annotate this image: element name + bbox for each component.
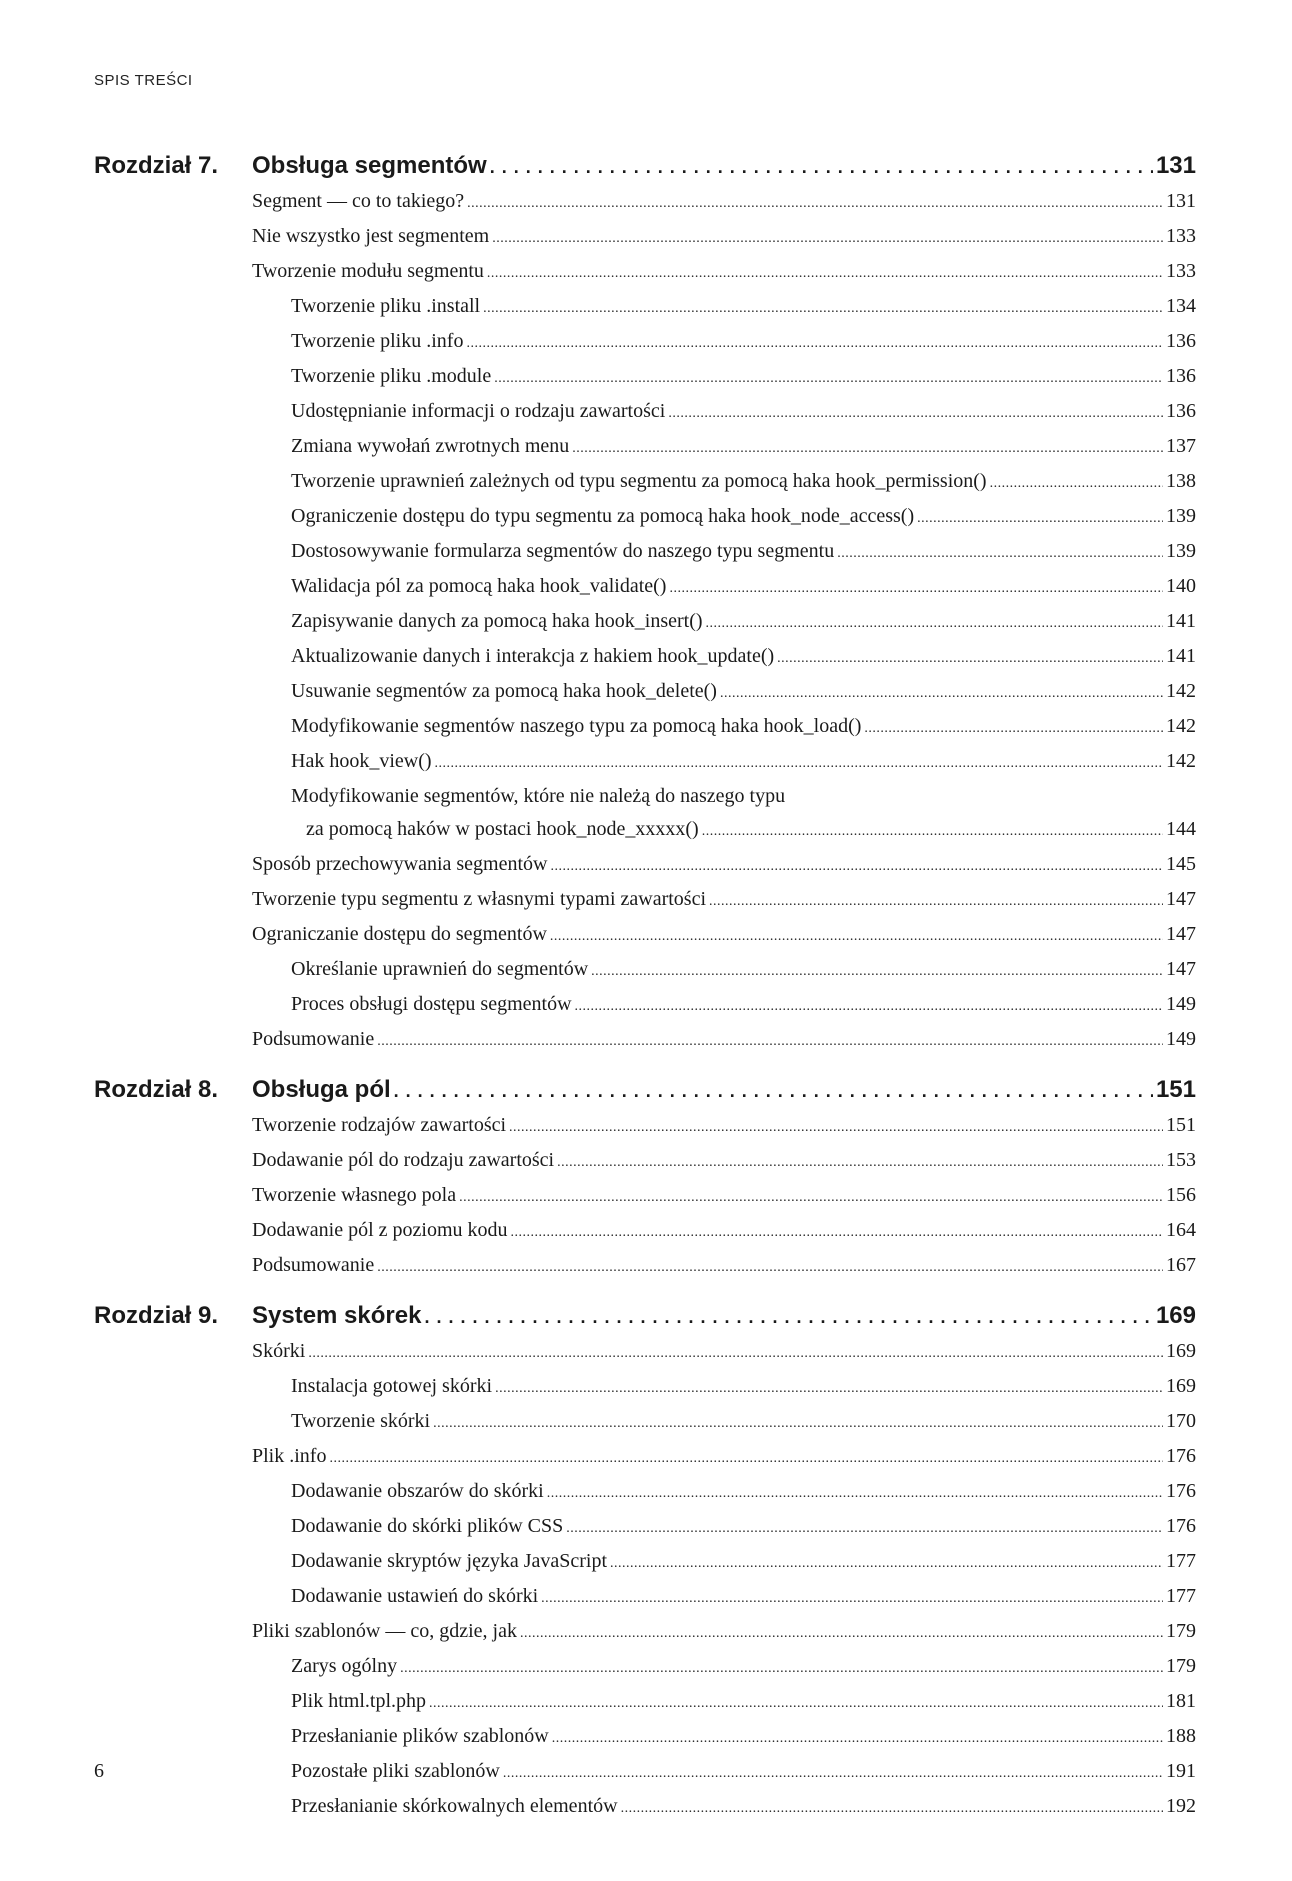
dot-leader bbox=[610, 1545, 1163, 1580]
table-of-contents bbox=[94, 148, 1196, 1839]
entry-title: Tworzenie uprawnień zależnych od typu segmentu za pomocą haka hook_permission() bbox=[291, 470, 987, 492]
entry-page-number: 156 bbox=[1166, 1184, 1196, 1206]
toc-entry[interactable] bbox=[252, 465, 1196, 500]
dot-leader bbox=[575, 988, 1163, 1023]
entry-page-number: 191 bbox=[1166, 1760, 1196, 1782]
dot-leader bbox=[494, 360, 1163, 395]
toc-entry[interactable] bbox=[252, 220, 1196, 255]
dot-leader bbox=[621, 1790, 1163, 1825]
dot-leader bbox=[487, 255, 1163, 290]
chapter-page-number: 169 bbox=[1155, 1302, 1196, 1329]
toc-entry[interactable] bbox=[252, 1440, 1196, 1475]
dot-leader bbox=[777, 640, 1163, 675]
toc-entry[interactable] bbox=[252, 255, 1196, 290]
toc-entry[interactable] bbox=[252, 430, 1196, 465]
entry-title: Dodawanie pól z poziomu kodu bbox=[252, 1219, 508, 1241]
dot-leader bbox=[503, 1755, 1163, 1790]
toc-entry[interactable] bbox=[252, 640, 1196, 675]
toc-entry[interactable] bbox=[252, 883, 1196, 918]
entry-page-number: 176 bbox=[1166, 1445, 1196, 1467]
entry-title: Określanie uprawnień do segmentów bbox=[291, 958, 589, 980]
chapter-title-entry[interactable] bbox=[252, 148, 1196, 185]
toc-entry[interactable] bbox=[252, 918, 1196, 953]
dot-leader bbox=[668, 395, 1163, 430]
entry-title: Dodawanie do skórki plików CSS bbox=[291, 1515, 564, 1537]
dot-leader bbox=[490, 148, 1153, 185]
entry-title: Plik html.tpl.php bbox=[291, 1690, 427, 1712]
entry-page-number: 192 bbox=[1166, 1795, 1196, 1817]
entry-title: Ograniczenie dostępu do typu segmentu za pomocą haka hook_node_access() bbox=[291, 505, 915, 527]
entry-title: Tworzenie pliku .module bbox=[291, 365, 492, 387]
toc-entry[interactable] bbox=[252, 1685, 1196, 1720]
chapter-page-number: 131 bbox=[1155, 152, 1196, 179]
chapter-page-number: 151 bbox=[1155, 1076, 1196, 1103]
entry-page-number: 149 bbox=[1166, 993, 1196, 1015]
entry-page-number: 131 bbox=[1166, 190, 1196, 212]
entry-page-number: 138 bbox=[1166, 470, 1196, 492]
entry-page-number: 177 bbox=[1166, 1550, 1196, 1572]
entry-page-number: 181 bbox=[1166, 1690, 1196, 1712]
entry-title: Przesłanianie plików szablonów bbox=[291, 1725, 549, 1747]
entry-page-number: 144 bbox=[1166, 818, 1196, 840]
entry-title: Nie wszystko jest segmentem bbox=[252, 225, 490, 247]
entry-page-number: 141 bbox=[1166, 645, 1196, 667]
dot-leader bbox=[709, 883, 1163, 918]
toc-entry[interactable] bbox=[252, 1370, 1196, 1405]
entry-title: Skórki bbox=[252, 1340, 306, 1362]
chapter-title-entry[interactable] bbox=[252, 1298, 1196, 1335]
toc-entry[interactable] bbox=[252, 1405, 1196, 1440]
entry-title: Aktualizowanie danych i interakcja z hakiem hook_update() bbox=[291, 645, 775, 667]
entry-title: Ograniczanie dostępu do segmentów bbox=[252, 923, 547, 945]
entry-title: Pliki szablonów — co, gdzie, jak bbox=[252, 1620, 517, 1642]
entry-title: Modyfikowanie segmentów, które nie należą do naszego typu bbox=[291, 785, 786, 807]
entry-title: Zarys ogólny bbox=[291, 1655, 398, 1677]
entry-title: Modyfikowanie segmentów naszego typu za pomocą haka hook_load() bbox=[291, 715, 862, 737]
dot-leader bbox=[466, 325, 1163, 360]
toc-entry[interactable] bbox=[252, 500, 1196, 535]
entry-title-continuation: za pomocą haków w postaci hook_node_xxxxx() bbox=[306, 818, 699, 840]
chapter-block bbox=[94, 1072, 1196, 1284]
dot-leader bbox=[702, 813, 1163, 848]
dot-leader bbox=[483, 290, 1163, 325]
entry-page-number: 169 bbox=[1166, 1340, 1196, 1362]
dot-leader bbox=[591, 953, 1163, 988]
toc-entry[interactable] bbox=[252, 1755, 1196, 1790]
entry-page-number: 176 bbox=[1166, 1480, 1196, 1502]
entry-title: Tworzenie typu segmentu z własnymi typami zawartości bbox=[252, 888, 707, 910]
page-number: 6 bbox=[94, 1760, 104, 1782]
entry-title: Tworzenie własnego pola bbox=[252, 1184, 457, 1206]
dot-leader bbox=[435, 745, 1163, 780]
toc-entry[interactable] bbox=[252, 360, 1196, 395]
entry-page-number: 142 bbox=[1166, 680, 1196, 702]
toc-entry[interactable] bbox=[252, 1023, 1196, 1058]
dot-leader bbox=[990, 465, 1163, 500]
entry-page-number: 136 bbox=[1166, 365, 1196, 387]
dot-leader bbox=[377, 1023, 1163, 1058]
chapter-label: Rozdział 8. bbox=[94, 1076, 219, 1103]
entry-page-number: 151 bbox=[1166, 1114, 1196, 1136]
entry-title: Sposób przechowywania segmentów bbox=[252, 853, 548, 875]
dot-leader bbox=[308, 1335, 1163, 1370]
toc-entry[interactable] bbox=[252, 605, 1196, 640]
toc-entry[interactable] bbox=[252, 1790, 1196, 1825]
entry-page-number: 133 bbox=[1166, 260, 1196, 282]
toc-entry-line[interactable] bbox=[252, 780, 1196, 813]
dot-leader bbox=[552, 1720, 1163, 1755]
dot-leader bbox=[557, 1144, 1163, 1179]
dot-leader bbox=[720, 675, 1163, 710]
dot-leader bbox=[511, 1214, 1164, 1249]
entry-page-number: 167 bbox=[1166, 1254, 1196, 1276]
entry-title: Dodawanie skryptów języka JavaScript bbox=[291, 1550, 608, 1572]
entry-title: Przesłanianie skórkowalnych elementów bbox=[291, 1795, 618, 1817]
toc-entry[interactable] bbox=[252, 1179, 1196, 1214]
entry-page-number: 149 bbox=[1166, 1028, 1196, 1050]
entry-page-number: 139 bbox=[1166, 505, 1196, 527]
entry-page-number: 140 bbox=[1166, 575, 1196, 597]
toc-entry[interactable] bbox=[252, 813, 1196, 848]
chapter-block bbox=[94, 148, 1196, 1058]
entry-page-number: 188 bbox=[1166, 1725, 1196, 1747]
dot-leader bbox=[433, 1405, 1163, 1440]
chapter-title-entry[interactable] bbox=[252, 1072, 1196, 1109]
entry-title: Dostosowywanie formularza segmentów do naszego typu segmentu bbox=[291, 540, 835, 562]
entry-page-number: 133 bbox=[1166, 225, 1196, 247]
entry-title: Tworzenie skórki bbox=[291, 1410, 431, 1432]
toc-entry[interactable] bbox=[252, 1214, 1196, 1249]
dot-leader bbox=[467, 185, 1163, 220]
dot-leader bbox=[541, 1580, 1163, 1615]
entry-page-number: 179 bbox=[1166, 1655, 1196, 1677]
entry-page-number: 142 bbox=[1166, 715, 1196, 737]
toc-entry[interactable] bbox=[252, 1510, 1196, 1545]
toc-entry[interactable] bbox=[252, 953, 1196, 988]
dot-leader bbox=[424, 1298, 1153, 1335]
entry-title: Dodawanie ustawień do skórki bbox=[291, 1585, 539, 1607]
dot-leader bbox=[429, 1685, 1163, 1720]
entry-title: Hak hook_view() bbox=[291, 750, 432, 772]
entry-page-number: 142 bbox=[1166, 750, 1196, 772]
entry-title: Segment — co to takiego? bbox=[252, 190, 465, 212]
toc-entry[interactable] bbox=[252, 1475, 1196, 1510]
chapter-title: Obsługa pól bbox=[252, 1076, 391, 1103]
toc-entry[interactable] bbox=[252, 325, 1196, 360]
dot-leader bbox=[706, 605, 1163, 640]
entry-title: Proces obsługi dostępu segmentów bbox=[291, 993, 572, 1015]
entry-page-number: 141 bbox=[1166, 610, 1196, 632]
dot-leader bbox=[492, 220, 1163, 255]
entry-title: Udostępnianie informacji o rodzaju zawartości bbox=[291, 400, 666, 422]
dot-leader bbox=[837, 535, 1163, 570]
dot-leader bbox=[520, 1615, 1163, 1650]
entry-page-number: 134 bbox=[1166, 295, 1196, 317]
entry-page-number: 145 bbox=[1166, 853, 1196, 875]
entry-title: Podsumowanie bbox=[252, 1028, 375, 1050]
entry-page-number: 177 bbox=[1166, 1585, 1196, 1607]
toc-entry[interactable] bbox=[252, 535, 1196, 570]
entry-page-number: 136 bbox=[1166, 400, 1196, 422]
toc-entry[interactable] bbox=[252, 745, 1196, 780]
toc-entry[interactable] bbox=[252, 185, 1196, 220]
dot-leader bbox=[864, 710, 1163, 745]
entry-title: Dodawanie pól do rodzaju zawartości bbox=[252, 1149, 555, 1171]
entry-page-number: 164 bbox=[1166, 1219, 1196, 1241]
entry-page-number: 170 bbox=[1166, 1410, 1196, 1432]
entry-title: Walidacja pól za pomocą haka hook_validate() bbox=[291, 575, 667, 597]
dot-leader bbox=[394, 1072, 1153, 1109]
dot-leader bbox=[566, 1510, 1163, 1545]
entry-title: Tworzenie rodzajów zawartości bbox=[252, 1114, 507, 1136]
toc-entry[interactable] bbox=[252, 1249, 1196, 1284]
entry-page-number: 147 bbox=[1166, 923, 1196, 945]
dot-leader bbox=[917, 500, 1163, 535]
toc-entry[interactable] bbox=[252, 1109, 1196, 1144]
chapter-block bbox=[94, 1298, 1196, 1825]
entry-title: Zmiana wywołań zwrotnych menu bbox=[291, 435, 570, 457]
toc-entry[interactable] bbox=[252, 1545, 1196, 1580]
dot-leader bbox=[509, 1109, 1163, 1144]
dot-leader bbox=[495, 1370, 1163, 1405]
toc-entry[interactable] bbox=[252, 710, 1196, 745]
chapter-label: Rozdział 9. bbox=[94, 1302, 219, 1329]
entry-title: Zapisywanie danych za pomocą haka hook_insert() bbox=[291, 610, 703, 632]
dot-leader bbox=[400, 1650, 1163, 1685]
dot-leader bbox=[459, 1179, 1163, 1214]
chapter-label: Rozdział 7. bbox=[94, 152, 219, 179]
dot-leader bbox=[551, 848, 1164, 883]
entry-title: Tworzenie pliku .install bbox=[291, 295, 481, 317]
entry-page-number: 139 bbox=[1166, 540, 1196, 562]
entry-title: Pozostałe pliki szablonów bbox=[291, 1760, 500, 1782]
entry-page-number: 153 bbox=[1166, 1149, 1196, 1171]
dot-leader bbox=[669, 570, 1163, 605]
chapter-title: System skórek bbox=[252, 1302, 422, 1329]
entry-page-number: 169 bbox=[1166, 1375, 1196, 1397]
dot-leader bbox=[572, 430, 1163, 465]
dot-leader bbox=[377, 1249, 1163, 1284]
entry-title: Podsumowanie bbox=[252, 1254, 375, 1276]
entry-page-number: 147 bbox=[1166, 888, 1196, 910]
toc-entry[interactable] bbox=[252, 1335, 1196, 1370]
toc-entry[interactable] bbox=[252, 988, 1196, 1023]
toc-entry[interactable] bbox=[252, 1615, 1196, 1650]
entry-title: Usuwanie segmentów za pomocą haka hook_delete() bbox=[291, 680, 717, 702]
entry-title: Dodawanie obszarów do skórki bbox=[291, 1480, 544, 1502]
toc-entry[interactable] bbox=[252, 1144, 1196, 1179]
dot-leader bbox=[547, 1475, 1163, 1510]
toc-entry[interactable] bbox=[252, 290, 1196, 325]
entry-title: Tworzenie modułu segmentu bbox=[252, 260, 484, 282]
toc-entry[interactable] bbox=[252, 570, 1196, 605]
dot-leader bbox=[329, 1440, 1163, 1475]
chapter-title: Obsługa segmentów bbox=[252, 152, 487, 179]
toc-entry[interactable] bbox=[252, 675, 1196, 710]
toc-entry[interactable] bbox=[252, 395, 1196, 430]
entry-title: Instalacja gotowej skórki bbox=[291, 1375, 493, 1397]
entry-page-number: 147 bbox=[1166, 958, 1196, 980]
entry-page-number: 137 bbox=[1166, 435, 1196, 457]
dot-leader bbox=[550, 918, 1163, 953]
entry-page-number: 136 bbox=[1166, 330, 1196, 352]
toc-entry[interactable] bbox=[252, 1650, 1196, 1685]
running-head: SPIS TREŚCI bbox=[94, 72, 193, 89]
entry-page-number: 176 bbox=[1166, 1515, 1196, 1537]
toc-entry[interactable] bbox=[252, 1720, 1196, 1755]
toc-entry[interactable] bbox=[252, 848, 1196, 883]
entry-title: Plik .info bbox=[252, 1445, 327, 1467]
toc-entry[interactable] bbox=[252, 1580, 1196, 1615]
entry-title: Tworzenie pliku .info bbox=[291, 330, 464, 352]
entry-page-number: 179 bbox=[1166, 1620, 1196, 1642]
